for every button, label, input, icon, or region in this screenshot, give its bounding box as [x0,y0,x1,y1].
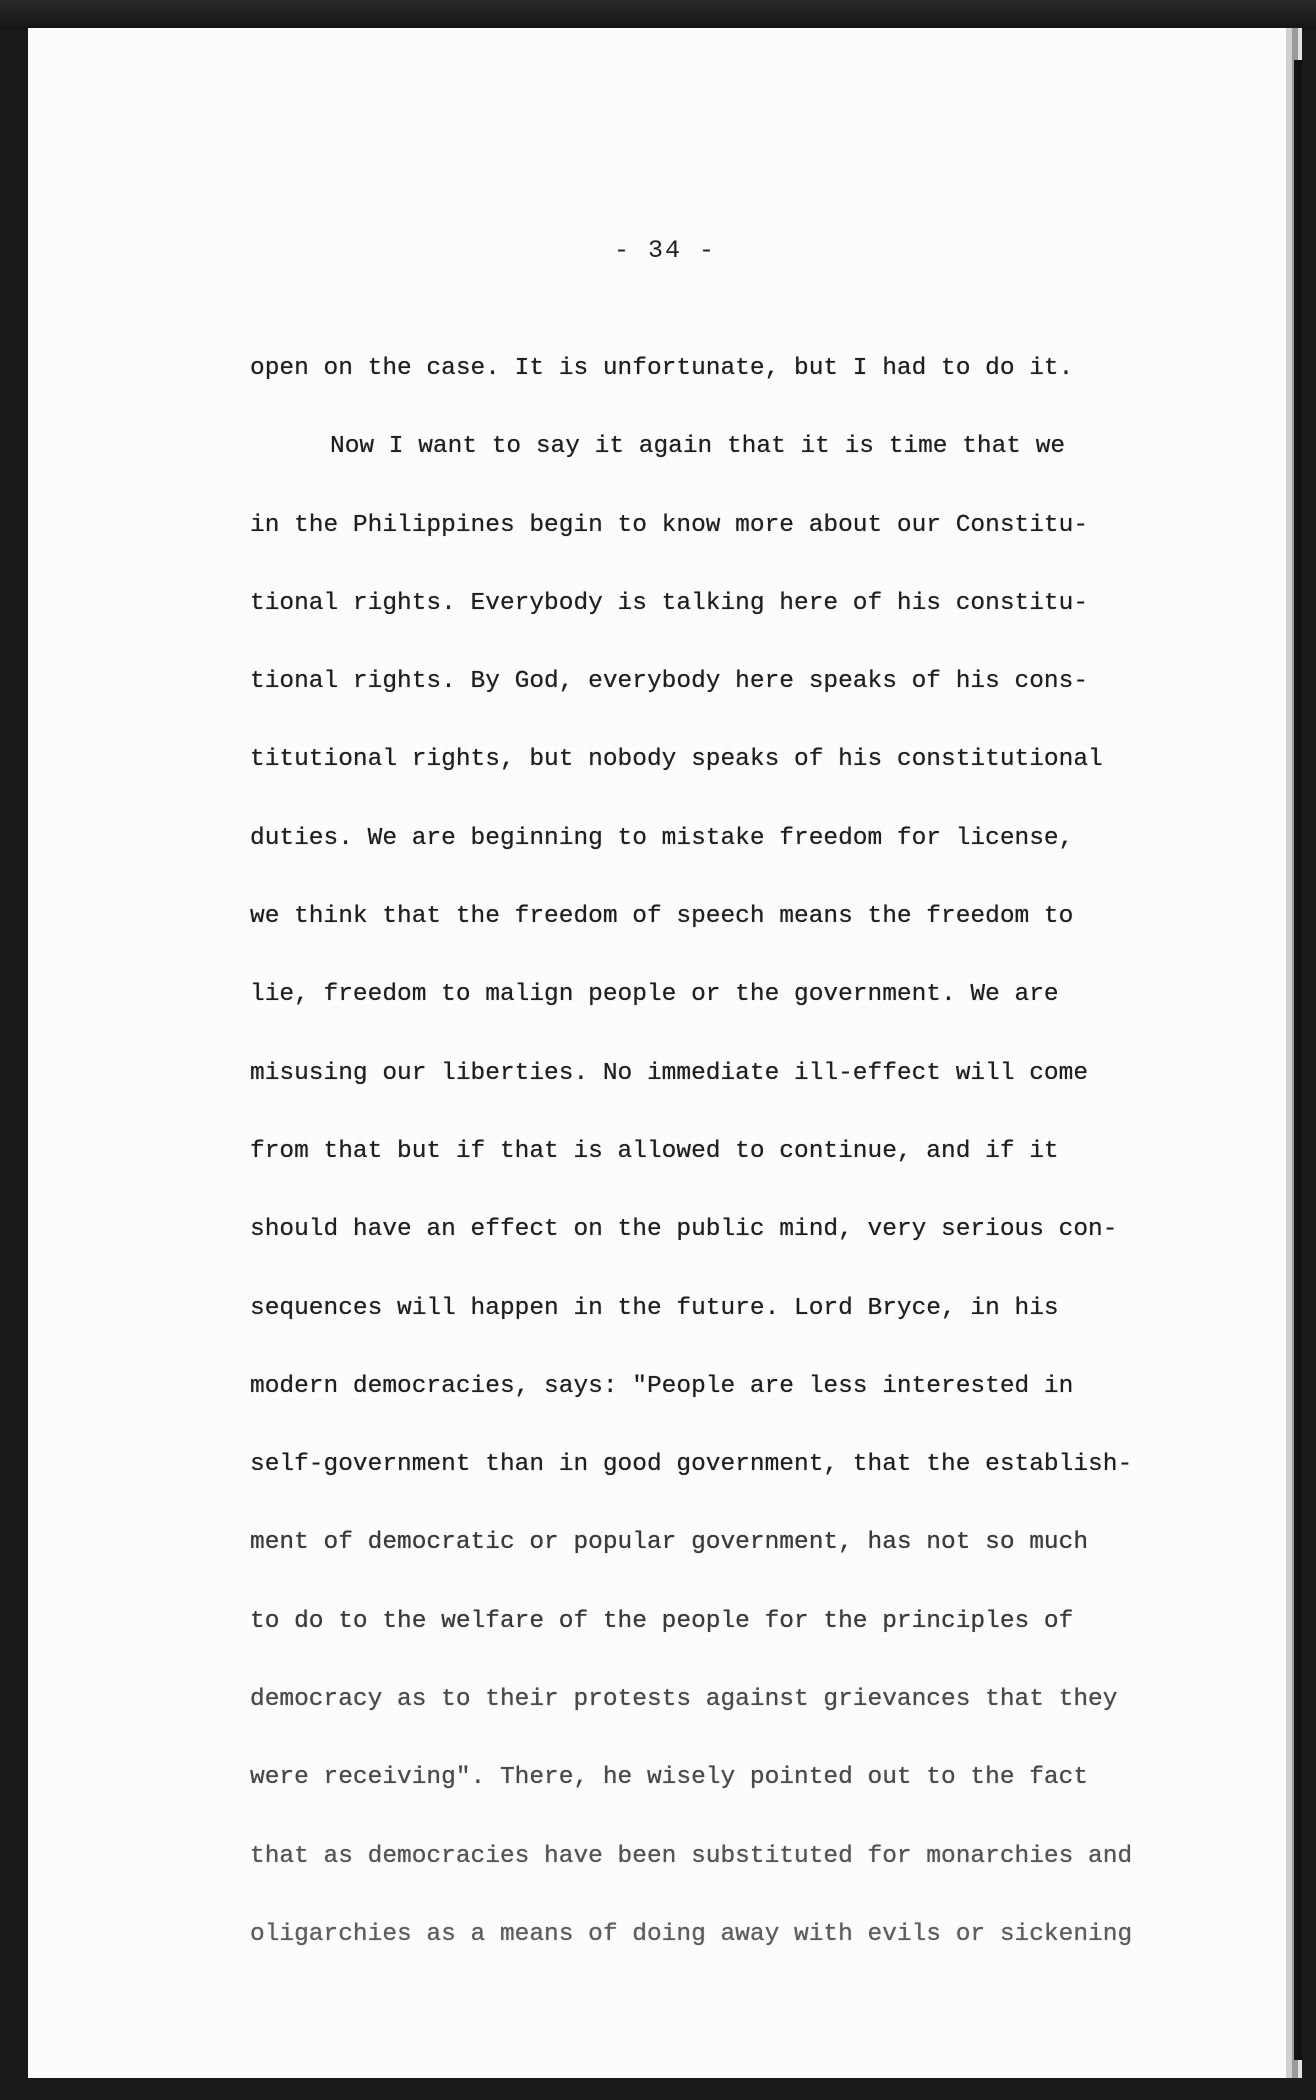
text-line-19: were receiving". There, he wisely pointed out to the fact [250,1764,1089,1792]
text-line-4: tional rights. Everybody is talking here of his constitu- [250,589,1089,617]
text-line-5: tional rights. By God, everybody here speaks of his cons- [250,668,1089,696]
text-line-16: ment of democratic or popular government, has not so much [250,1529,1089,1557]
page-number-text: - 34 - [613,236,716,265]
text-line-1: open on the case. It is unfortunate, but I had to do it. [250,355,1074,382]
text-line-6: titutional rights, but nobody speaks of his constitutional [250,746,1103,774]
text-line-13: sequences will happen in the future. Lord Bryce, in his [250,1294,1059,1322]
text-line-12: should have an effect on the public mind, very serious con- [250,1216,1118,1244]
text-line-15: self-government than in good government, that the establish- [250,1451,1133,1479]
text-line-20: that as democracies have been substituted for monarchies and [250,1842,1133,1870]
paper-sheet [28,28,1292,2078]
text-line-11: from that but if that is allowed to continue, and if it [250,1137,1059,1165]
text-line-10: misusing our liberties. No immediate ill-effect will come [250,1059,1089,1087]
scan-edge-strip [1294,60,1302,2060]
typed-text-body [250,330,1180,1974]
text-line-2: Now I want to say it again that it is time that we [330,433,1066,461]
text-line-9: lie, freedom to malign people or the government. We are [250,981,1059,1009]
text-line-8: we think that the freedom of speech means the freedom to [250,903,1074,931]
page-number [28,236,1286,265]
text-line-14: modern democracies, says: "People are less interested in [250,1372,1074,1400]
text-line-18: democracy as to their protests against grievances that they [250,1686,1118,1714]
text-line-7: duties. We are beginning to mistake freedom for license, [250,824,1074,852]
text-line-3: in the Philippines begin to know more about our Constitu- [250,511,1089,539]
text-line-17: to do to the welfare of the people for the principles of [250,1607,1074,1635]
text-line-21: oligarchies as a means of doing away with evils or sickening [250,1920,1133,1948]
